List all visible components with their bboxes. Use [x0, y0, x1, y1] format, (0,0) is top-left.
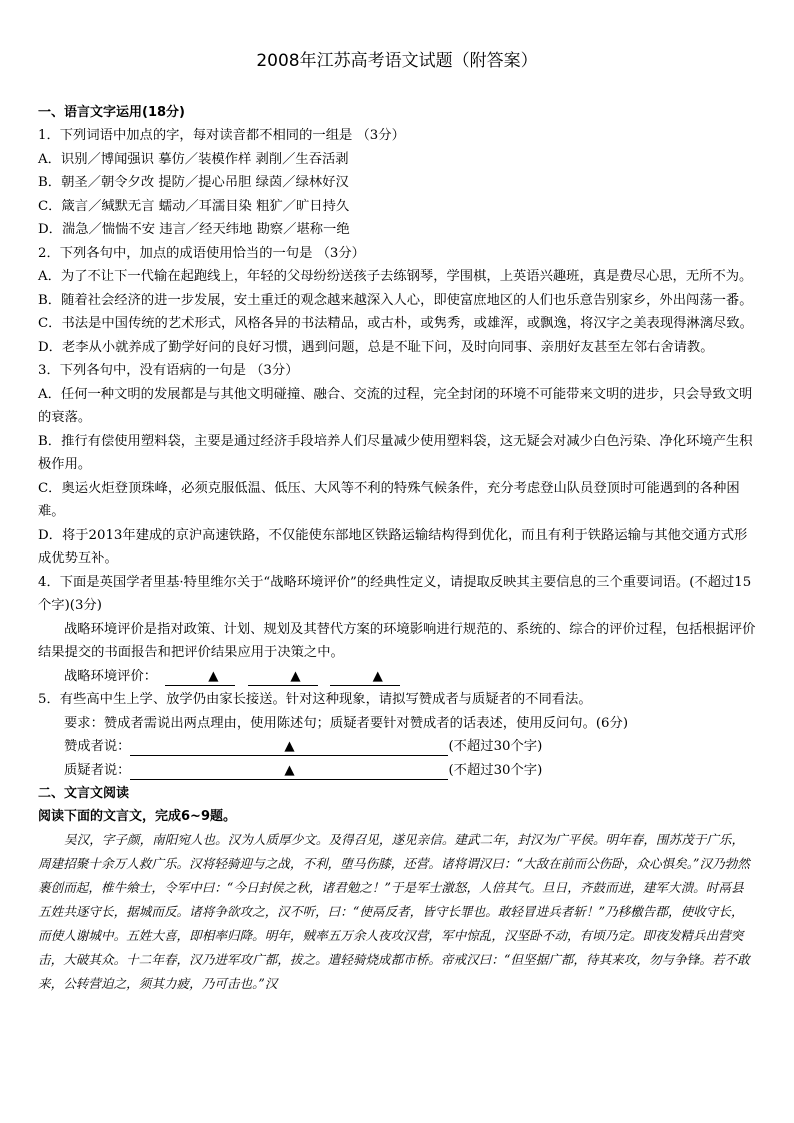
- answer-blank-1[interactable]: ▲: [165, 669, 235, 686]
- question-5-skeptic-line: [38, 759, 756, 783]
- question-1-option-a: A．识别／博闻强识 摹仿／装模作样 剥削／生吞活剥: [38, 151, 349, 167]
- skeptic-label: 质疑者说：: [64, 762, 131, 778]
- classical-chinese-passage: 吴汉，字子颜，南阳宛人也。汉为人质厚少文。及得召见，遂见亲信。建武二年，封汉为广平侯。明年春，围苏茂于广乐，周建招聚十余万人救广乐。汉将轻骑迎与之战，不利，堕马伤膝，还营。诸将谓汉曰：“大敌在前而公伤卧，众心惧矣。”汉乃勃然裹创而起，椎牛飨士，令军中曰：“今日封侯之秋，诸君勉之！”于是军士激怒，人倍其气。旦日，齐鼓而进，建军大溃。时鬲县五姓共逐守长，据城而反。诸将争欲攻之，汉不听，曰：“使鬲反者，皆守长罪也。敢轻冒进兵者斩！”乃移檄告郡，使收守长，而使人谢城中。五姓大喜，即相率归降。明年，贼率五万余人夜攻汉营，军中惊乱，汉坚卧不动，有顷乃定。即夜发精兵出营突击，大破其众。十二年春，汉乃进军攻广都，拔之。遣轻骑烧成都市桥。帝戒汉曰：“但坚据广都，待其来攻，勿与争锋。若不敢来，公转营迫之，须其力疲，乃可击也。”汉: [38, 832, 750, 991]
- supporter-word-limit: (不超过30个字): [448, 739, 543, 754]
- skeptic-word-limit: (不超过30个字): [448, 762, 543, 778]
- supporter-label: 赞成者说：: [64, 739, 131, 754]
- question-3-option-b: B．推行有偿使用塑料袋，主要是通过经济手段培养人们尽量减少使用塑料袋，这无疑会对减少白色污染、净化环境产生积极作用。: [38, 433, 753, 472]
- question-2-option-b: B．随着社会经济的进一步发展，安土重迁的观念越来越深入人心，即使富庶地区的人们也乐意告别家乡，外出闯荡一番。: [38, 292, 753, 308]
- reading-instruction: 阅读下面的文言文，完成6~9题。: [38, 809, 236, 824]
- question-1-option-b: B．朝圣／朝令夕改 提防／提心吊胆 绿茵／绿林好汉: [38, 175, 349, 190]
- answer-blank-2[interactable]: ▲: [248, 669, 318, 686]
- answer-blank-3[interactable]: ▲: [330, 669, 400, 686]
- question-4-answer-line: [38, 665, 756, 689]
- section-heading-classical-reading: 二、文言文阅读: [38, 786, 130, 801]
- question-4-stem: 4．下面是英国学者里基·特里维尔关于“战略环境评价”的经典性定义，请提取反映其主要信息的三个重要词语。(不超过15个字)(3分): [38, 574, 752, 613]
- question-5-requirement: 要求：赞成者需说出两点理由，使用陈述句；质疑者要针对赞成者的话表述，使用反问句。(6分): [64, 715, 629, 731]
- question-4-answer-label: 战略环境评价：: [64, 668, 158, 684]
- question-2-option-c: C．书法是中国传统的艺术形式，风格各异的书法精品，或古朴，或隽秀，或雄浑，或飘逸，将汉字之美表现得淋漓尽致。: [38, 316, 753, 331]
- question-2-stem: 2．下列各句中，加点的成语使用恰当的一句是 （3分）: [38, 245, 365, 261]
- question-3-option-d: D．将于2013年建成的京沪高速铁路，不仅能使东部地区铁路运输结构得到优化，而且有利于铁路运输与其他交通方式形成优势互补。: [38, 527, 748, 566]
- skeptic-answer-blank[interactable]: ▲: [130, 763, 448, 780]
- page-title: 2008年江苏高考语文试题（附答案）: [256, 51, 538, 71]
- question-1-option-d: D．湍急／惴惴不安 违言／经天纬地 勘察／堪称一绝: [38, 222, 350, 237]
- question-1-option-c: C．箴言／缄默无言 蠕动／耳濡目染 粗犷／旷日持久: [38, 198, 350, 214]
- question-4-passage: 战略环境评价是指对政策、计划、规划及其替代方案的环境影响进行规范的、系统的、综合的评价过程，包括根据评价结果提交的书面报告和把评价结果应用于决策之中。: [38, 621, 756, 660]
- question-5-stem: 5．有些高中生上学、放学仍由家长接送。针对这种现象，请拟写赞成者与质疑者的不同看法。: [38, 692, 592, 707]
- question-5-supporter-line: [38, 735, 756, 759]
- question-1-stem: 1．下列词语中加点的字，每对读音都不相同的一组是 （3分）: [38, 128, 405, 143]
- question-3-option-a: A．任何一种文明的发展都是与其他文明碰撞、融合、交流的过程，完全封闭的环境不可能带来文明的进步，只会导致文明的衰落。: [38, 386, 753, 425]
- question-2-option-d: D．老李从小就养成了勤学好问的良好习惯，遇到问题，总是不耻下问，及时向同事、亲朋好友甚至左邻右舍请教。: [38, 339, 714, 355]
- question-3-option-c: C．奥运火炬登顶珠峰，必须克服低温、低压、大风等不利的特殊气候条件，充分考虑登山队员登顶时可能遇到的各种困难。: [38, 480, 740, 519]
- supporter-answer-blank[interactable]: ▲: [130, 739, 448, 756]
- section-heading-language-use: 一、语言文字运用(18分): [38, 105, 185, 120]
- question-2-option-a: A．为了不让下一代输在起跑线上，年轻的父母纷纷送孩子去练钢琴，学围棋，上英语兴趣班，真是费尽心思，无所不为。: [38, 269, 753, 284]
- question-3-stem: 3．下列各句中，没有语病的一句是 （3分）: [38, 363, 299, 378]
